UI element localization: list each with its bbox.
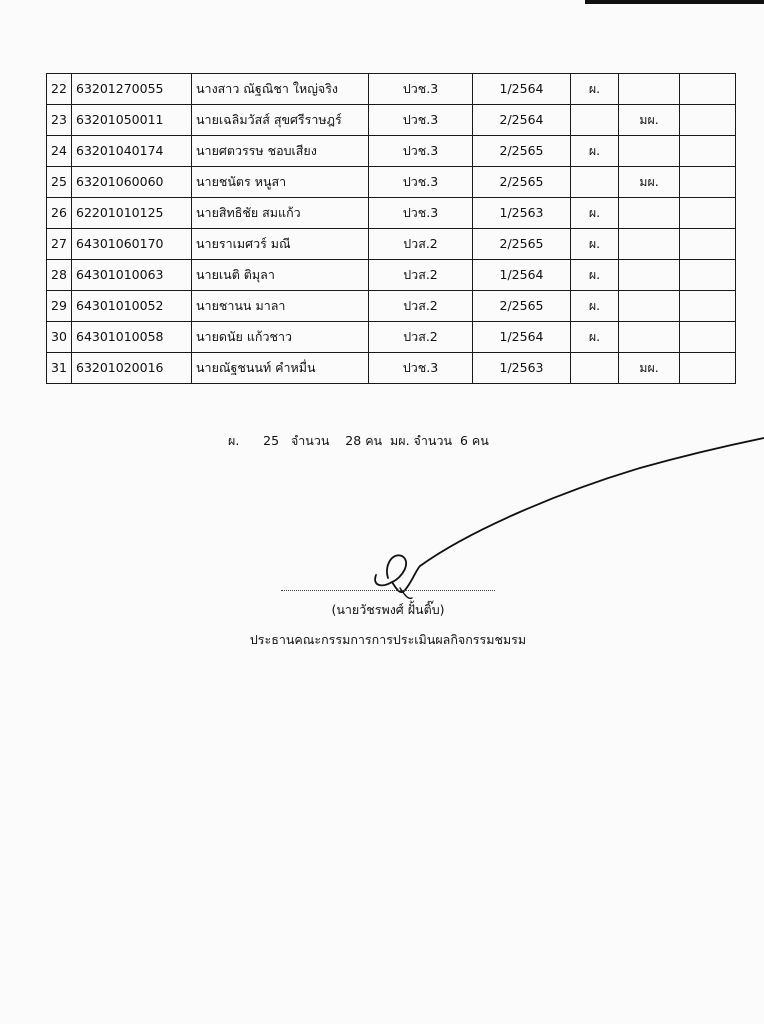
result-fail: [619, 74, 680, 105]
student-roster-table: [46, 73, 736, 384]
student-id: 63201040174: [72, 136, 192, 167]
result-fail: [619, 291, 680, 322]
class-level: ปวช.3: [369, 353, 473, 384]
class-level: ปวส.2: [369, 229, 473, 260]
row-number: 29: [47, 291, 72, 322]
blank-cell: [680, 229, 736, 260]
student-name: นายสิทธิชัย สมแก้ว: [192, 198, 369, 229]
summary-line: ผ. 25 จำนวน 28 คน มผ. จำนวน 6 คน: [228, 433, 489, 448]
row-number: 27: [47, 229, 72, 260]
row-number: 23: [47, 105, 72, 136]
blank-cell: [680, 167, 736, 198]
row-number: 28: [47, 260, 72, 291]
row-number: 22: [47, 74, 72, 105]
result-pass: ผ.: [571, 260, 619, 291]
table-row: [47, 74, 736, 105]
blank-cell: [680, 74, 736, 105]
student-name: นายชานน มาลา: [192, 291, 369, 322]
result-fail: มผ.: [619, 353, 680, 384]
blank-cell: [680, 291, 736, 322]
signer-name: (นายวัชรพงศ์ ฝั้นติ๊บ): [331, 602, 445, 617]
table-row: [47, 136, 736, 167]
result-pass: ผ.: [571, 198, 619, 229]
table-row: [47, 260, 736, 291]
class-level: ปวช.3: [369, 136, 473, 167]
student-id: 63201060060: [72, 167, 192, 198]
table-row: [47, 198, 736, 229]
row-number: 26: [47, 198, 72, 229]
result-fail: มผ.: [619, 105, 680, 136]
term: 2/2565: [473, 136, 571, 167]
roster-body: [47, 74, 736, 384]
student-id: 64301010052: [72, 291, 192, 322]
table-row: [47, 322, 736, 353]
term: 2/2565: [473, 167, 571, 198]
term: 1/2564: [473, 260, 571, 291]
table-row: [47, 353, 736, 384]
term: 2/2564: [473, 105, 571, 136]
result-fail: [619, 198, 680, 229]
table-row: [47, 229, 736, 260]
student-id: 63201020016: [72, 353, 192, 384]
table-row: [47, 167, 736, 198]
result-pass: ผ.: [571, 136, 619, 167]
student-id: 64301010058: [72, 322, 192, 353]
result-fail: มผ.: [619, 167, 680, 198]
term: 1/2563: [473, 353, 571, 384]
table-row: [47, 105, 736, 136]
result-fail: [619, 322, 680, 353]
student-name: นายราเมศวร์ มณี: [192, 229, 369, 260]
result-pass: ผ.: [571, 74, 619, 105]
blank-cell: [680, 105, 736, 136]
result-pass: [571, 167, 619, 198]
result-pass: ผ.: [571, 322, 619, 353]
result-fail: [619, 136, 680, 167]
result-fail: [619, 229, 680, 260]
class-level: ปวส.2: [369, 260, 473, 291]
student-name: นายดนัย แก้วชาว: [192, 322, 369, 353]
student-name: นายณัฐชนนท์ คำหมื่น: [192, 353, 369, 384]
class-level: ปวช.3: [369, 105, 473, 136]
blank-cell: [680, 322, 736, 353]
table-row: [47, 291, 736, 322]
term: 1/2563: [473, 198, 571, 229]
blank-cell: [680, 260, 736, 291]
student-name: นายเนติ ติมุลา: [192, 260, 369, 291]
student-name: นายชนัตร หนูสา: [192, 167, 369, 198]
student-id: 64301060170: [72, 229, 192, 260]
term: 1/2564: [473, 322, 571, 353]
result-pass: ผ.: [571, 229, 619, 260]
student-id: 63201050011: [72, 105, 192, 136]
student-name: นายศตวรรษ ชอบเสียง: [192, 136, 369, 167]
row-number: 31: [47, 353, 72, 384]
row-number: 30: [47, 322, 72, 353]
term: 2/2565: [473, 229, 571, 260]
class-level: ปวส.2: [369, 291, 473, 322]
class-level: ปวช.3: [369, 198, 473, 229]
blank-cell: [680, 353, 736, 384]
result-fail: [619, 260, 680, 291]
row-number: 25: [47, 167, 72, 198]
blank-cell: [680, 136, 736, 167]
class-level: ปวส.2: [369, 322, 473, 353]
student-id: 63201270055: [72, 74, 192, 105]
result-pass: [571, 105, 619, 136]
student-id: 62201010125: [72, 198, 192, 229]
signer-title: ประธานคณะกรรมการการประเมินผลกิจกรรมชมรม: [249, 632, 527, 647]
student-name: นางสาว ณัฐณิชา ใหญ่จริง: [192, 74, 369, 105]
student-id: 64301010063: [72, 260, 192, 291]
term: 2/2565: [473, 291, 571, 322]
blank-cell: [680, 198, 736, 229]
result-pass: ผ.: [571, 291, 619, 322]
scan-edge-mark: [585, 0, 764, 4]
row-number: 24: [47, 136, 72, 167]
class-level: ปวช.3: [369, 167, 473, 198]
result-pass: [571, 353, 619, 384]
signature-dotted-line: [281, 590, 495, 591]
term: 1/2564: [473, 74, 571, 105]
student-name: นายเฉลิมวัสส์ สุขศรีราษฎร์: [192, 105, 369, 136]
class-level: ปวช.3: [369, 74, 473, 105]
